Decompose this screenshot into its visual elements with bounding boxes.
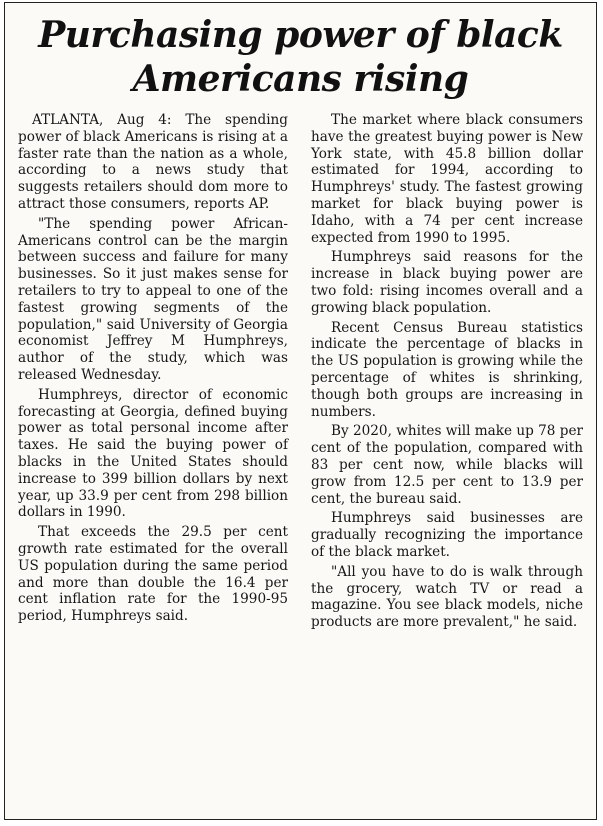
paragraph-6: Humphreys said reasons for the increase in black buying power are two fold: rising incomes overall and a growing black population. <box>311 249 583 316</box>
dateline: ATLANTA, Aug 4: <box>32 112 172 128</box>
paragraph-4: That exceeds the 29.5 per cent growth rate estimated for the overall US population during the same period and more than double the 16.4 per cent inflation rate for the 1990-95 period, Humphreys said. <box>18 524 288 625</box>
headline <box>5 13 596 101</box>
headline-line-1: Purchasing power of black <box>38 14 563 56</box>
paragraph-9: Humphreys said businesses are gradually recognizing the importance of the black market. <box>311 510 583 560</box>
paragraph-10: "All you have to do is walk through the grocery, watch TV or read a magazine. You see black models, niche products are more prevalent," he said. <box>311 563 583 631</box>
paragraph-7: Recent Census Bureau statistics indicate the percentage of blacks in the US population is growing while the percentage of whites is shrinking, though both groups are increasing in numbers. <box>311 319 583 420</box>
paragraph-1 <box>18 112 288 213</box>
paragraph-5: The market where black consumers have the greatest buying power is New York state, with 45.8 billion dollar estimated for 1994, according to Humphreys' study. The fastest growing market for black buying power is Idaho, with a 74 per cent increase expected from 1990 to 1995. <box>311 112 583 246</box>
right-column <box>311 112 583 634</box>
headline-line-2: Americans rising <box>132 58 469 100</box>
paragraph-3: Humphreys, director of economic forecasting at Georgia, defined buying power as total personal income after taxes. He said the buying power of blacks in the United States should increase to 399 billion dollars by next year, up 33.9 per cent from 298 billion dollars in 1990. <box>18 386 288 521</box>
paragraph-2: "The spending power African-Americans control can be the margin between success and failure for many businesses. So it just makes sense for retailers to try to appeal to one of the fastest growing segments of the population," said University of Georgia economist Jeffrey M Humphreys, author of the study, which was released Wednesday. <box>18 215 288 383</box>
paragraph-8: By 2020, whites will make up 78 per cent of the population, compared with 83 per cent now, while blacks will grow from 12.5 per cent to 13.9 per cent, the bureau said. <box>311 423 584 507</box>
paragraph-1-text: The spending power of black Americans is rising at a faster rate than the nation as a whole, according to a news study that suggests retailers should dom more to attract those consumers, reports AP. <box>18 112 288 212</box>
left-column <box>18 112 288 628</box>
